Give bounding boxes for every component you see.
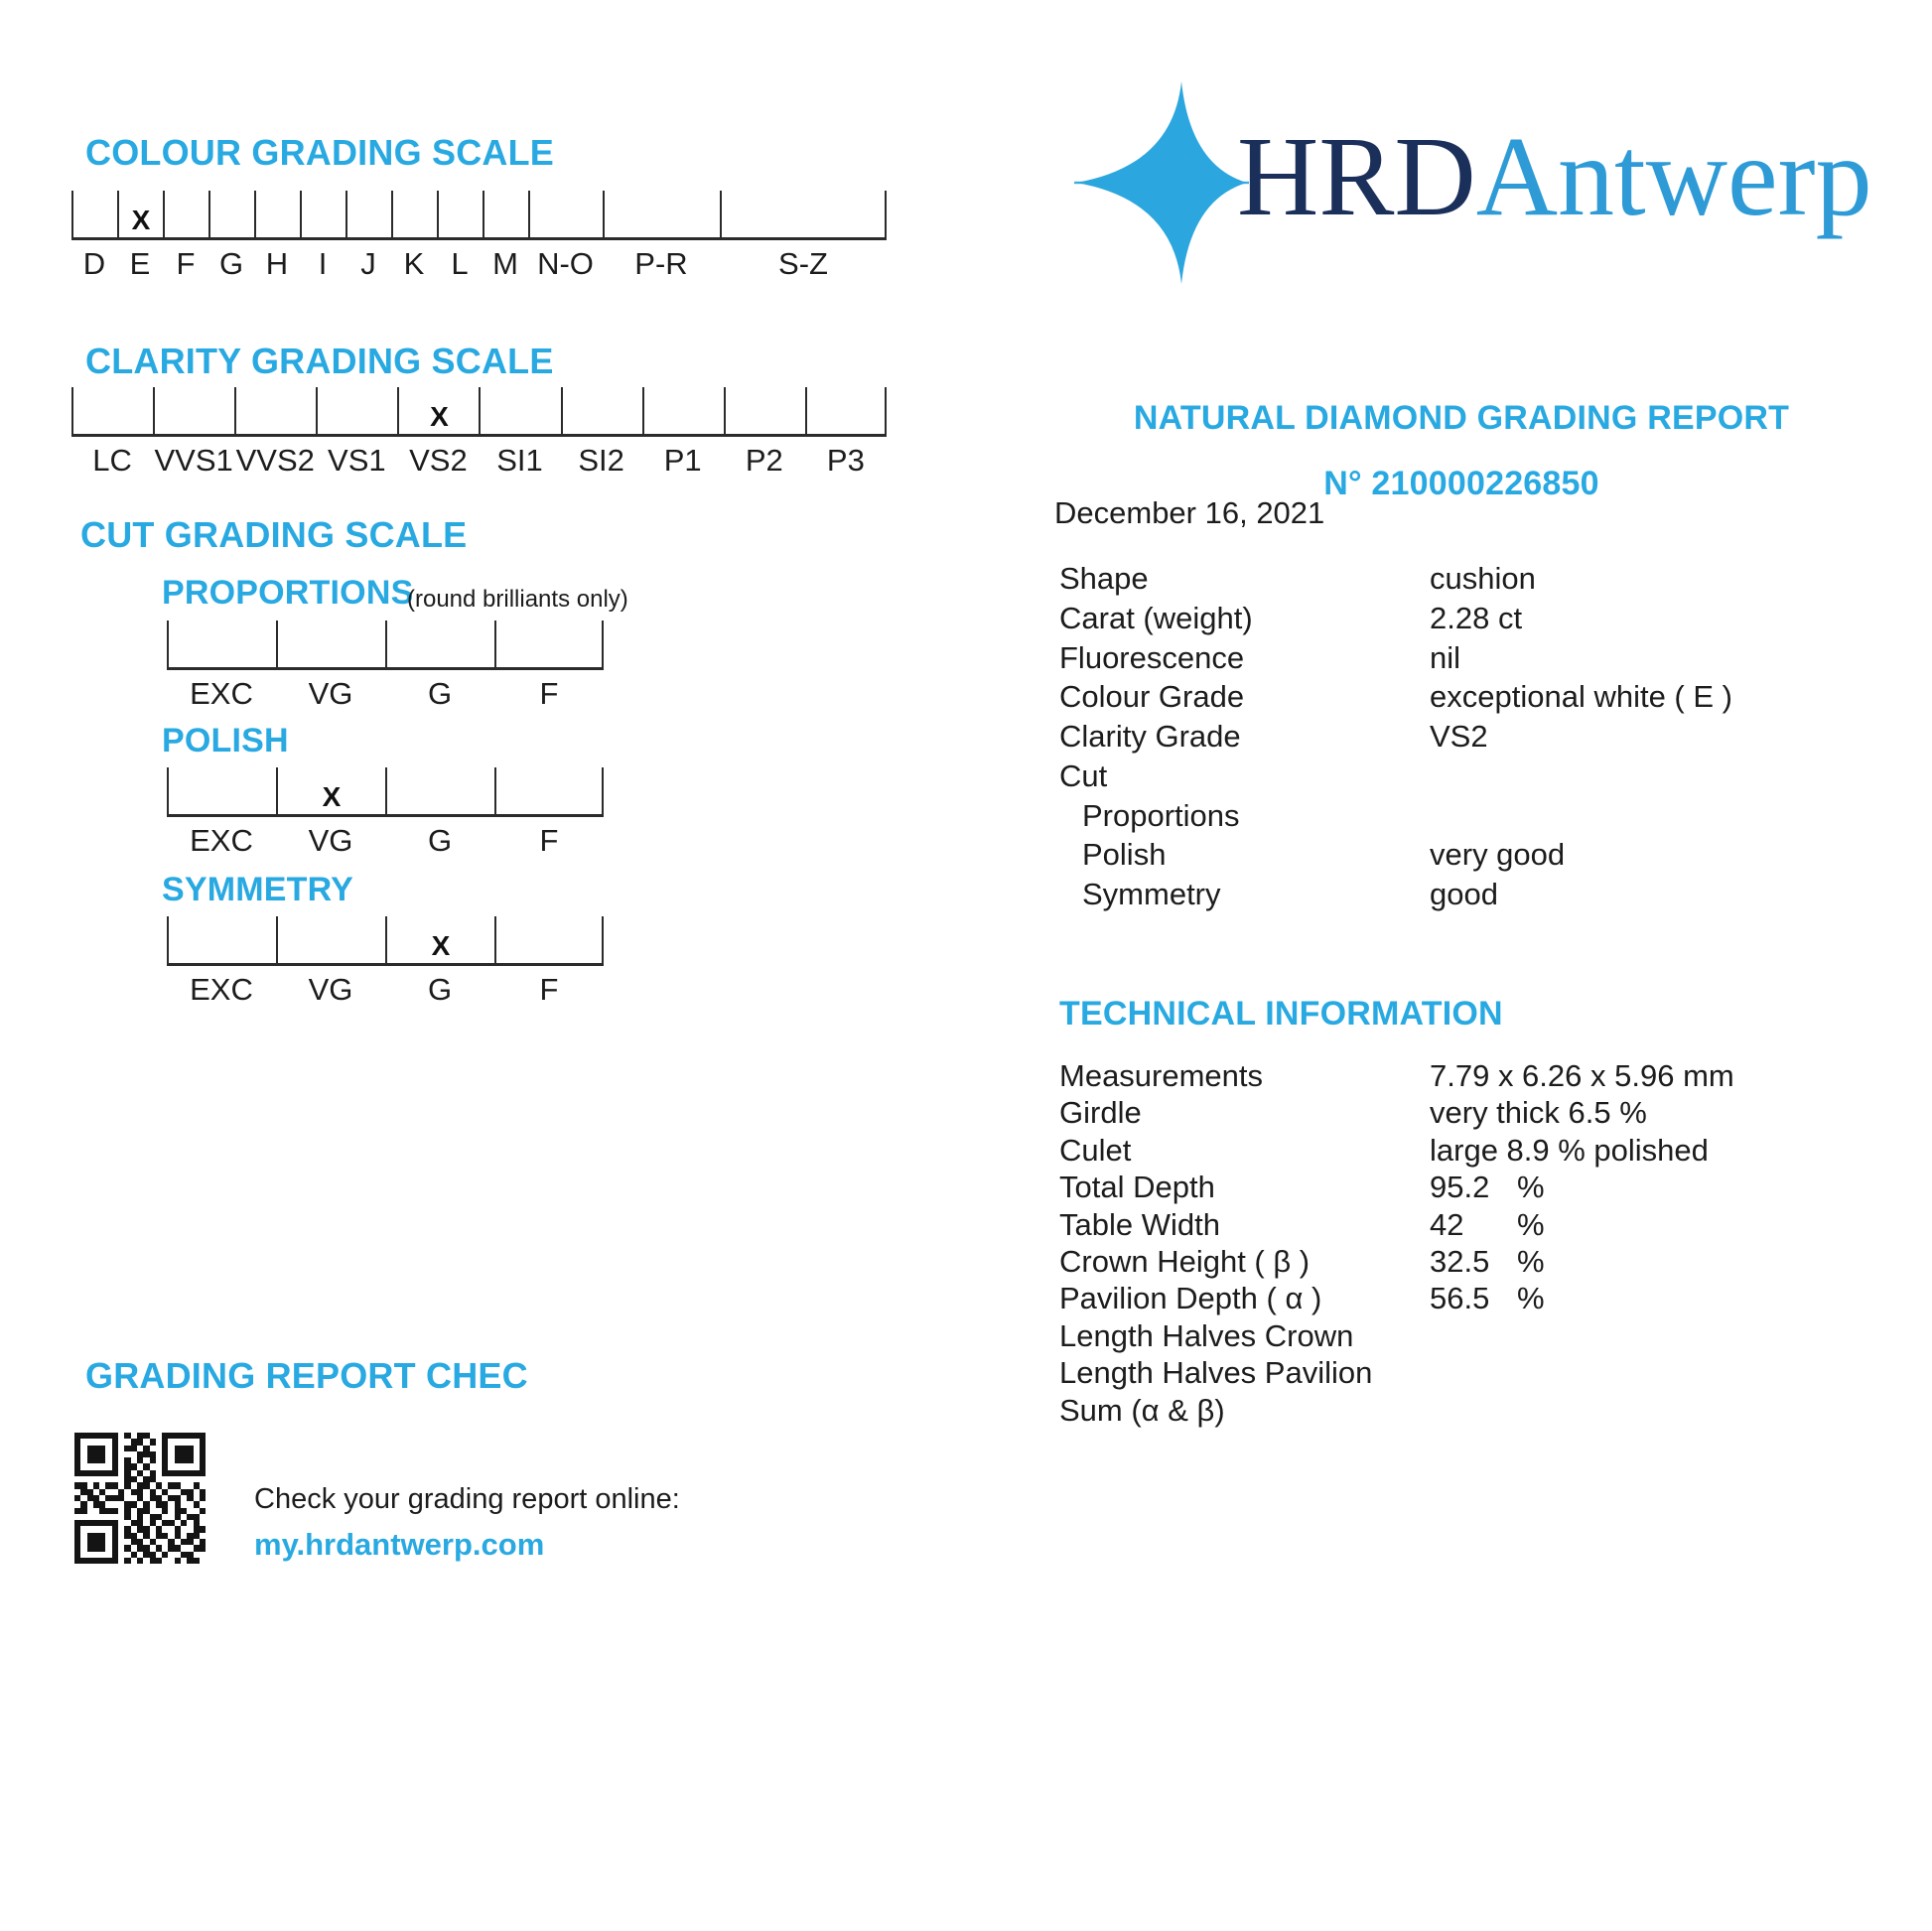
scale-cell-n-o (528, 191, 603, 237)
logo-hrd-text: HRD (1237, 113, 1476, 239)
scale-label-g: G (427, 823, 453, 858)
symmetry-title: SYMMETRY (162, 871, 354, 908)
scale-label-g: G (427, 676, 453, 711)
colour-scale-title: COLOUR GRADING SCALE (85, 132, 554, 173)
tech-row (1059, 1244, 1883, 1282)
grade-marker-x: X (431, 930, 451, 961)
scale-label-vs2: VS2 (409, 443, 468, 478)
colour-grading-ruler (71, 191, 887, 240)
tech-label: Sum (α & β) (1059, 1392, 1225, 1428)
scale-label-p2: P2 (745, 443, 783, 478)
scale-cell-g (385, 621, 494, 667)
property-label: Clarity Grade (1059, 719, 1241, 754)
scale-label-p1: P1 (663, 443, 702, 478)
scale-label-si2: SI2 (578, 443, 624, 478)
scale-label-f: F (539, 676, 559, 711)
colour-grading-labels (71, 246, 887, 282)
scale-label-vvs2: VVS2 (235, 443, 315, 478)
scale-cell-k (391, 191, 437, 237)
property-value: cushion (1430, 561, 1536, 596)
property-label: Proportions (1082, 797, 1240, 833)
grade-marker-x: X (131, 205, 151, 235)
scale-label-p3: P3 (826, 443, 865, 478)
technical-info-title: TECHNICAL INFORMATION (1059, 995, 1503, 1033)
scale-cell-d (71, 191, 117, 237)
clarity-scale-title: CLARITY GRADING SCALE (85, 341, 554, 381)
tech-label: Length Halves Crown (1059, 1317, 1354, 1353)
scale-label-p-r: P-R (634, 246, 688, 281)
scale-cell-l (437, 191, 483, 237)
hrd-antwerp-logo (1237, 113, 1872, 239)
tech-value: 32.5 (1430, 1244, 1490, 1279)
scale-label-vg: VG (308, 972, 353, 1007)
property-row (1059, 877, 1883, 914)
qr-code-icon (74, 1433, 206, 1564)
scale-cell-f (163, 191, 208, 237)
scale-cell-si1 (479, 387, 560, 434)
tech-label: Measurements (1059, 1058, 1264, 1093)
scale-cell-vg (276, 621, 385, 667)
property-row (1059, 719, 1883, 757)
scale-label-f: F (539, 972, 559, 1007)
tech-row (1059, 1393, 1883, 1431)
scale-cell-g (385, 916, 494, 963)
scale-cell-f (494, 621, 604, 667)
property-label: Shape (1059, 561, 1149, 596)
symmetry-ruler (167, 916, 604, 966)
tech-label: Crown Height ( β ) (1059, 1244, 1311, 1279)
grade-marker-x: X (322, 781, 342, 812)
proportions-note: (round brilliants only) (407, 586, 628, 613)
scale-label-s-z: S-Z (778, 246, 828, 281)
tech-unit: % (1517, 1206, 1545, 1242)
property-row (1059, 679, 1883, 717)
tech-value: large 8.9 % polished (1430, 1132, 1709, 1168)
scale-label-vg: VG (308, 823, 353, 858)
scale-label-vs1: VS1 (328, 443, 386, 478)
qr-module (200, 1558, 206, 1564)
scale-cell-si2 (561, 387, 642, 434)
scale-cell-vg (276, 916, 385, 963)
tech-row (1059, 1318, 1883, 1356)
scale-cell-s-z (720, 191, 887, 237)
technical-info-list (1059, 1058, 1883, 1455)
scale-cell-h (254, 191, 300, 237)
scale-label-si1: SI1 (496, 443, 543, 478)
scale-cell-p-r (603, 191, 720, 237)
property-label: Polish (1082, 837, 1167, 873)
tech-value: 7.79 x 6.26 x 5.96 mm (1430, 1058, 1734, 1093)
property-value: good (1430, 877, 1498, 911)
scale-cell-lc (71, 387, 153, 434)
scale-label-g: G (427, 972, 453, 1007)
property-row (1059, 837, 1883, 875)
tech-row (1059, 1133, 1883, 1171)
property-value: 2.28 ct (1430, 600, 1523, 635)
scale-cell-p3 (805, 387, 887, 434)
scale-label-n-o: N-O (537, 246, 594, 281)
check-online-text: Check your grading report online: (254, 1483, 680, 1515)
property-label: Fluorescence (1059, 639, 1245, 675)
property-label: Carat (weight) (1059, 600, 1253, 635)
scale-label-lc: LC (92, 443, 132, 478)
proportions-ruler (167, 621, 604, 670)
scale-cell-m (483, 191, 528, 237)
tech-label: Total Depth (1059, 1170, 1215, 1205)
scale-label-exc: EXC (190, 823, 253, 858)
scale-cell-vs1 (316, 387, 397, 434)
tech-row (1059, 1095, 1883, 1133)
scale-cell-vvs2 (234, 387, 316, 434)
proportions-title: PROPORTIONS (162, 574, 414, 612)
property-label: Cut (1059, 758, 1108, 793)
scale-cell-vvs1 (153, 387, 234, 434)
scale-cell-vg (276, 767, 385, 814)
property-row (1059, 798, 1883, 836)
scale-cell-j (345, 191, 391, 237)
tech-row (1059, 1058, 1883, 1096)
tech-label: Table Width (1059, 1206, 1220, 1242)
report-title: NATURAL DIAMOND GRADING REPORT (1133, 399, 1790, 437)
tech-row (1059, 1355, 1883, 1393)
report-check-title: GRADING REPORT CHEC (85, 1355, 528, 1396)
scale-label-f: F (176, 246, 196, 281)
property-row (1059, 561, 1883, 599)
scale-label-g: G (218, 246, 244, 281)
diamond-properties-list (1059, 561, 1883, 938)
logo-antwerp-text: Antwerp (1475, 113, 1872, 239)
scale-label-vg: VG (308, 676, 353, 711)
scale-label-e: E (129, 246, 151, 281)
scale-label-j: J (360, 246, 376, 281)
scale-label-exc: EXC (190, 676, 253, 711)
scale-label-m: M (492, 246, 518, 281)
scale-cell-g (385, 767, 494, 814)
tech-unit: % (1517, 1170, 1545, 1205)
tech-value: 56.5 (1430, 1281, 1490, 1316)
tech-value: very thick 6.5 % (1430, 1095, 1647, 1131)
scale-cell-f (494, 916, 604, 963)
symmetry-labels (167, 972, 604, 1008)
scale-label-i: I (318, 246, 328, 281)
property-label: Symmetry (1082, 877, 1221, 911)
scale-cell-exc (167, 916, 276, 963)
scale-label-k: K (403, 246, 425, 281)
property-value: VS2 (1430, 719, 1488, 754)
scale-cell-f (494, 767, 604, 814)
property-label: Colour Grade (1059, 679, 1245, 715)
tech-label: Pavilion Depth ( α ) (1059, 1281, 1322, 1316)
report-date: December 16, 2021 (1054, 495, 1325, 530)
scale-label-h: H (265, 246, 289, 281)
polish-title: POLISH (162, 722, 289, 759)
tech-label: Length Halves Pavilion (1059, 1355, 1373, 1391)
proportions-labels (167, 676, 604, 712)
tech-unit: % (1517, 1281, 1545, 1316)
cut-scale-title: CUT GRADING SCALE (80, 514, 468, 555)
property-value: nil (1430, 639, 1461, 675)
scale-label-exc: EXC (190, 972, 253, 1007)
polish-labels (167, 823, 604, 859)
tech-label: Culet (1059, 1132, 1132, 1168)
clarity-grading-ruler (71, 387, 887, 437)
report-check-url-link[interactable]: my.hrdantwerp.com (254, 1527, 545, 1562)
hrd-sparkle-star-icon (1074, 77, 1249, 288)
clarity-grading-labels (71, 443, 887, 479)
property-value: very good (1430, 837, 1566, 873)
report-number: N° 210000226850 (1323, 465, 1599, 502)
scale-cell-i (300, 191, 345, 237)
tech-label: Girdle (1059, 1095, 1142, 1131)
property-row (1059, 640, 1883, 678)
tech-row (1059, 1170, 1883, 1207)
scale-cell-e (117, 191, 163, 237)
scale-cell-g (208, 191, 254, 237)
property-row (1059, 759, 1883, 796)
scale-cell-p1 (642, 387, 724, 434)
tech-value: 95.2 (1430, 1170, 1490, 1205)
scale-label-d: D (82, 246, 106, 281)
tech-row (1059, 1207, 1883, 1245)
scale-cell-exc (167, 621, 276, 667)
property-value: exceptional white ( E ) (1430, 679, 1732, 715)
property-row (1059, 601, 1883, 638)
scale-cell-p2 (724, 387, 805, 434)
tech-row (1059, 1281, 1883, 1318)
scale-label-vvs1: VVS1 (154, 443, 233, 478)
scale-label-l: L (451, 246, 469, 281)
tech-value: 42 (1430, 1206, 1464, 1242)
scale-label-f: F (539, 823, 559, 858)
polish-ruler (167, 767, 604, 817)
scale-cell-vs2 (397, 387, 479, 434)
scale-cell-exc (167, 767, 276, 814)
grade-marker-x: X (430, 401, 449, 432)
tech-unit: % (1517, 1244, 1545, 1279)
